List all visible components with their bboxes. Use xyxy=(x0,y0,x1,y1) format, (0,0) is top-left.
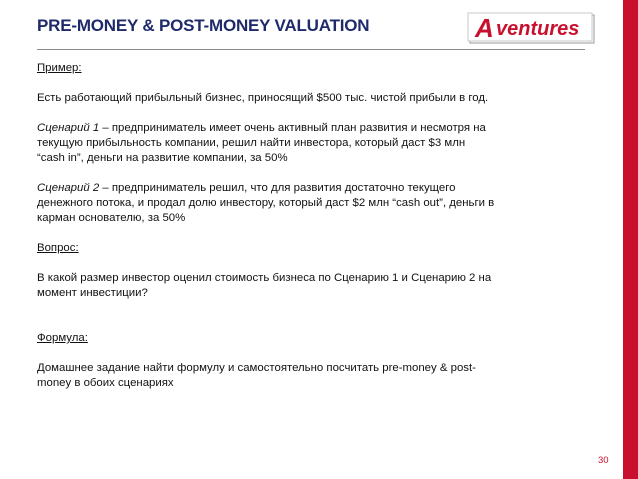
title-divider xyxy=(37,49,585,50)
question-heading: Вопрос: xyxy=(37,242,79,254)
formula-line-2: money в обоих сценариях xyxy=(37,377,174,389)
scenario2-line-3: карман основателю, за 50% xyxy=(37,212,186,224)
logo-letter: A xyxy=(475,13,494,43)
slide-body xyxy=(37,61,577,391)
question-line-1: В какой размер инвестор оценил стоимость бизнеса по Сценарию 1 и Сценарию 2 на xyxy=(37,272,492,284)
scenario1-line-3: “cash in”, деньги на развитие компании, за 50% xyxy=(37,152,288,164)
scenario1-label: Сценарий 1 xyxy=(37,122,100,134)
scenario2-line-2: денежного потока, и продал долю инвестору, который даст $2 млн “cash out”, деньги в xyxy=(37,197,495,209)
scenario2-line-1 xyxy=(37,181,577,196)
question-line-2: момент инвестиции? xyxy=(37,287,148,299)
scenario2-text: – предприниматель решил, что для развития достаточно текущего xyxy=(99,182,456,194)
logo-graphic xyxy=(467,12,597,46)
scenario2-label: Сценарий 2 xyxy=(37,182,100,194)
business-description: Есть работающий прибыльный бизнес, приносящий $500 тыс. чистой прибыли в год. xyxy=(37,92,489,104)
scenario1-text: – предприниматель имеет очень активный план развития и несмотря на xyxy=(99,122,486,134)
page-title: PRE-MONEY & POST-MONEY VALUATION xyxy=(37,16,370,35)
page-number: 30 xyxy=(598,455,609,466)
logo-word: ventures xyxy=(496,18,580,40)
aventures-logo xyxy=(467,12,597,46)
scenario1-line-1 xyxy=(37,121,577,136)
example-heading: Пример: xyxy=(37,62,82,74)
side-accent-bar xyxy=(623,0,638,479)
scenario1-line-2: текущую прибыльность компании, решил найти инвестора, который даст $3 млн xyxy=(37,137,466,149)
formula-heading: Формула: xyxy=(37,332,88,344)
formula-line-1: Домашнее задание найти формулу и самостоятельно посчитать pre-money & post- xyxy=(37,362,476,374)
